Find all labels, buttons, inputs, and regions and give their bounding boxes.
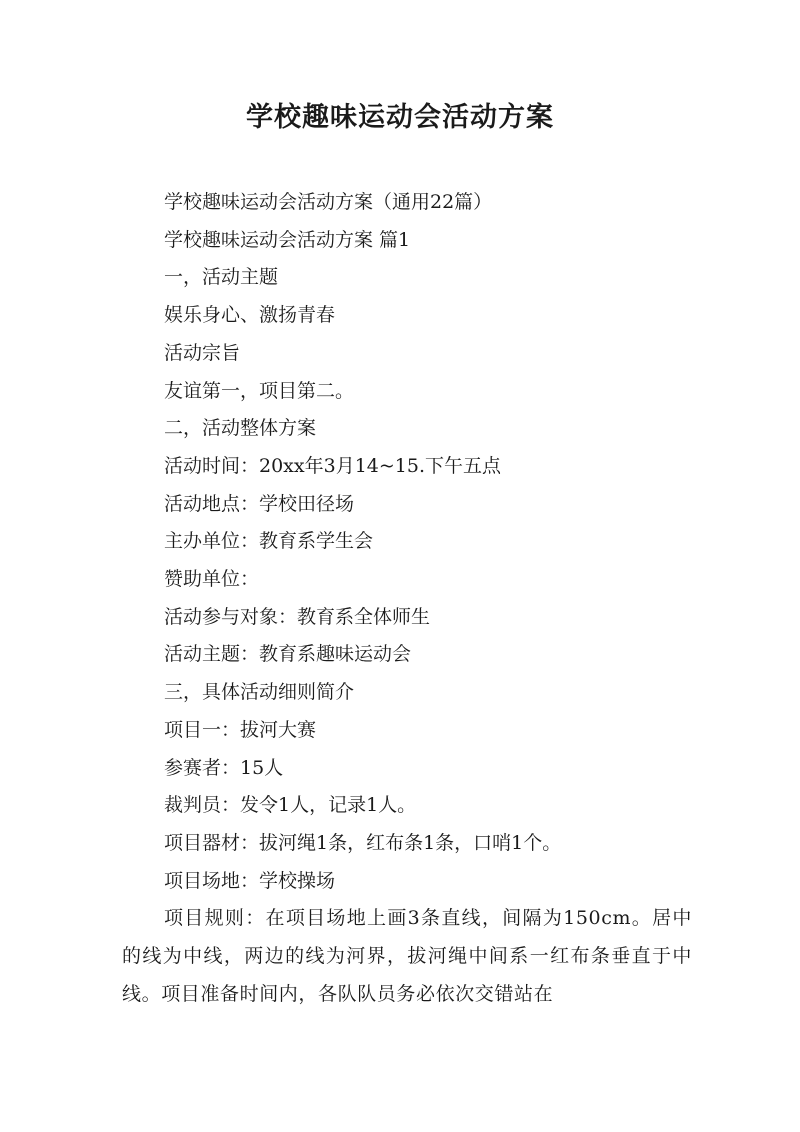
text-line: 活动主题：教育系趣味运动会 bbox=[164, 643, 412, 666]
text-line: 活动宗旨 bbox=[164, 341, 241, 364]
text-line: 项目一：拔河大赛 bbox=[164, 718, 317, 741]
text-line: 活动地点：学校田径场 bbox=[164, 492, 355, 515]
text-line: 项目器材：拔河绳1条，红布条1条，口哨1个。 bbox=[164, 831, 562, 854]
section-heading: 二，活动整体方案 bbox=[164, 417, 317, 440]
section-heading: 一，活动主题 bbox=[164, 266, 279, 289]
text-line: 裁判员：发令1人，记录1人。 bbox=[164, 794, 417, 817]
text-line: 娱乐身心、激扬青春 bbox=[164, 304, 336, 327]
text-line: 参赛者：15人 bbox=[164, 756, 284, 779]
text-line: 主办单位：教育系学生会 bbox=[164, 530, 374, 553]
rules-paragraph: 项目规则：在项目场地上画3条直线，间隔为150cm。居中的线为中线，两边的线为河界，拔河绳中间系一红布条垂直于中线。项目准备时间内，各队队员务必依次交错站在 bbox=[122, 907, 692, 1005]
section-heading: 三，具体活动细则简介 bbox=[164, 681, 355, 704]
text-line: 学校趣味运动会活动方案（通用22篇） bbox=[164, 191, 493, 213]
text-line: 活动参与对象：教育系全体师生 bbox=[164, 605, 431, 628]
text-line: 赞助单位： bbox=[164, 568, 260, 591]
document-body bbox=[122, 184, 692, 1013]
text-line: 项目场地：学校操场 bbox=[164, 869, 336, 892]
text-line: 友谊第一，项目第二。 bbox=[164, 379, 355, 402]
text-line: 活动时间：20xx年3月14~15.下午五点 bbox=[164, 454, 502, 477]
text-line: 学校趣味运动会活动方案 篇1 bbox=[164, 228, 411, 251]
document-title: 学校趣味运动会活动方案 bbox=[246, 102, 554, 133]
